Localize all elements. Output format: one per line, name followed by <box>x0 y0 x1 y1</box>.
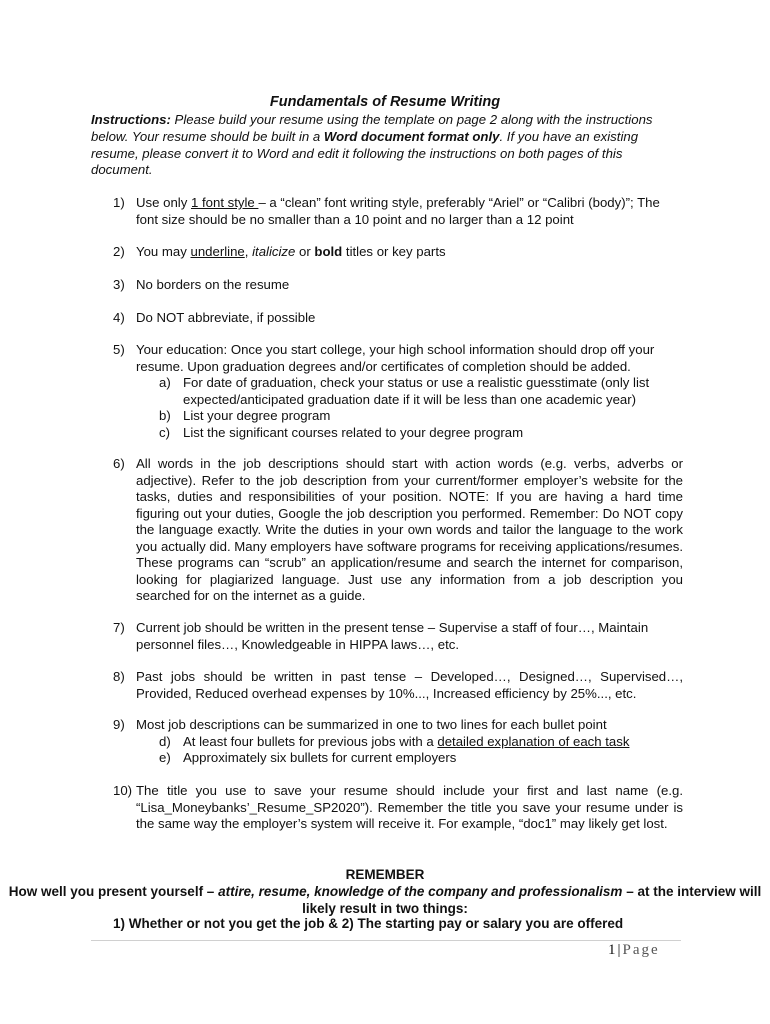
item-number: 2) <box>113 244 125 259</box>
item-text: Do NOT abbreviate, if possible <box>136 310 316 325</box>
item-number: 3) <box>113 277 125 292</box>
item-text: The title you use to save your resume should include your first and last name (e.g. “Lisa_Moneybanks’_Resume_SP2020”). Remember the title you save your resume under is the same way the employer’s system will receive it. For example, “doc1” may likely get lost. <box>136 783 683 831</box>
item-number: 10) <box>113 783 133 798</box>
instructions-paragraph <box>91 112 681 179</box>
sub-item: c) List the significant courses related to your degree program <box>159 424 524 440</box>
item-number: 7) <box>113 620 125 635</box>
list-item-2 <box>91 244 683 261</box>
list-item-9 <box>91 717 683 767</box>
item-number: 1) <box>113 195 125 210</box>
underlined-text: detailed explanation of each task <box>437 733 630 749</box>
item-number: 9) <box>113 717 125 732</box>
sub-item: a) For date of graduation, check your status or use a realistic guesstimate (only list expected/anticipated graduation date if it will be less than one academic year) <box>159 375 650 407</box>
italic-text: italicize <box>252 244 296 259</box>
item-text: Most job descriptions can be summarized in one to two lines for each bullet point <box>136 717 607 732</box>
instructions-label: Instructions: <box>91 112 171 127</box>
item-number: 6) <box>113 456 125 471</box>
list-item-4 <box>91 310 683 327</box>
instructions-text-1: Please build your resume using the template on page 2 along with the instructions below. Your resume should be built in a <box>91 112 653 144</box>
item-text: Past jobs should be written in past tense – Developed…, Designed…, Supervised…, Provided, Reduced overhead expenses by 10%..., Increased efficiency by 25%..., etc. <box>136 669 683 701</box>
item-number: 5) <box>113 342 125 357</box>
list-item-5 <box>91 342 683 441</box>
remember-heading: REMEMBER <box>345 867 425 882</box>
underlined-text: 1 font style <box>190 195 259 210</box>
remember-final-line: 1) Whether or not you get the job & 2) The starting pay or salary you are offered <box>113 916 624 931</box>
item-text: No borders on the resume <box>136 277 290 292</box>
document-title: Fundamentals of Resume Writing <box>269 94 501 110</box>
sub-item: b) List your degree program <box>159 408 331 423</box>
instructions-text-2: . If you have an existing resume, please convert it to Word and edit it following the instructions on both pages of this document. <box>91 128 639 178</box>
list-item-10 <box>91 783 683 833</box>
item-text: Use only 1 font style – a “clean” font writing style, preferably “Ariel” or “Calibri (body)”; The font size should be no smaller than a 10 point and no larger than a 12 point <box>136 195 660 227</box>
footer-divider <box>91 940 681 941</box>
sub-item: e) Approximately six bullets for current employers <box>159 750 457 765</box>
page-label: Page <box>622 942 660 958</box>
bold-text: bold <box>314 244 343 259</box>
list-item-3 <box>91 277 683 294</box>
list-item-8 <box>91 669 683 702</box>
item-text: You may underline, italicize or bold titles or key parts <box>136 244 446 259</box>
remember-section <box>0 866 770 917</box>
item-text: All words in the job descriptions should start with action words (e.g. verbs, adverbs or adjective). Refer to the job description from your current/former employer’s website for the tasks, duties and responsibilities of your position. NOTE: If you are having a hard time figuring out your duties, Google the job description you performed. Remember: Do NOT copy the language exactly. Write the duties in your own words and tailor the language to the work you actually did. Many employers have software programs for receiving applications/resumes. These programs can “scrub” an application/resume and search the internet for comparison, looking for plagiarized language. Just use any information from a job description you searched for on the internet as a guide. <box>136 456 683 603</box>
item-number: 8) <box>113 669 125 684</box>
item-number: 4) <box>113 310 125 325</box>
list-item-1 <box>91 195 683 228</box>
sub-item: d) At least four bullets for previous jobs with a detailed explanation of each task <box>159 733 630 749</box>
list-item-7 <box>91 620 683 653</box>
page-number: 1 <box>608 942 616 958</box>
item-text: Current job should be written in the present tense – Supervise a staff of four…, Maintain personnel files…, Knowledgeable in HIPPA laws…, etc. <box>136 620 649 652</box>
remember-line: How well you present yourself – attire, resume, knowledge of the company and professionalism – at the interview will likely result in two things: <box>8 884 762 916</box>
instructions-bold: Word document format only <box>323 128 500 144</box>
list-item-6 <box>91 456 683 605</box>
underlined-text: underline <box>190 244 245 259</box>
footer-bar: | <box>617 942 621 958</box>
page-footer <box>608 942 660 959</box>
item-text: Your education: Once you start college, your high school information should drop off your resume. Upon graduation degrees and/or certificates of completion should be added. <box>136 342 655 374</box>
